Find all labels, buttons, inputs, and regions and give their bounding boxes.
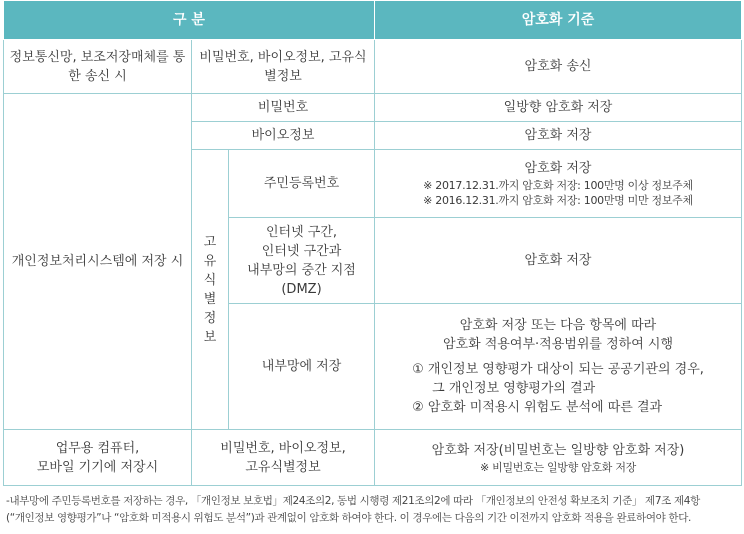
unique-id-char: 정 bbox=[203, 310, 217, 326]
standard-main: 암호화 저장 bbox=[524, 161, 592, 176]
data-type-cell: 바이오정보 bbox=[192, 122, 375, 150]
category-cell bbox=[4, 430, 192, 486]
sub-type-cell: 내부망에 저장 bbox=[229, 304, 375, 430]
standard-note: ※ 2017.12.31.까지 암호화 저장: 100만명 이상 정보주체 bbox=[423, 179, 693, 192]
sub-type-line: 인터넷 구간과 bbox=[261, 243, 342, 259]
encryption-standards-table bbox=[3, 0, 742, 486]
table-row bbox=[4, 430, 742, 486]
unique-id-char: 식 bbox=[203, 272, 217, 288]
standard-items bbox=[412, 360, 704, 417]
standard-cell bbox=[375, 304, 742, 430]
sub-type-line: 인터넷 구간, bbox=[265, 224, 338, 240]
unique-id-char: 유 bbox=[203, 253, 217, 269]
unique-id-char: 고 bbox=[203, 234, 217, 250]
standard-line: 암호화 저장 또는 다음 항목에 따라 bbox=[459, 318, 657, 333]
footnote-line: -내부망에 주민등록번호를 저장하는 경우, 「개인정보 보호법」제24조의2, 동법 시행령 제21조의2에 따라 「개인정보의 안전성 확보조치 기준」 제7조 제4항 bbox=[6, 495, 700, 507]
footnote-line: (“개인정보 영향평가”나 “암호화 미적용시 위험도 분석”)과 관계없이 암호화 하여야 한다. 이 경우에는 다음의 기간 이전까지 암호화 적용을 완료하여야 한다. bbox=[6, 512, 691, 524]
data-type-cell: 비밀번호, 바이오정보, 고유식별정보 bbox=[192, 40, 375, 94]
standard-cell: 암호화 저장 bbox=[375, 122, 742, 150]
standard-note: ※ 비밀번호는 일방향 암호화 저장 bbox=[480, 460, 636, 474]
standard-cell: 암호화 송신 bbox=[375, 40, 742, 94]
header-standard: 암호화 기준 bbox=[375, 1, 742, 40]
standard-item: 그 개인정보 영향평가의 결과 bbox=[432, 381, 596, 396]
unique-id-vertical-label bbox=[196, 233, 224, 347]
standard-main: 암호화 저장(비밀번호는 일방향 암호화 저장) bbox=[431, 442, 685, 458]
standard-cell bbox=[375, 150, 742, 218]
footnote bbox=[6, 493, 742, 527]
sub-type-cell bbox=[229, 218, 375, 304]
unique-id-char: 별 bbox=[203, 291, 217, 307]
unique-id-label-cell bbox=[192, 150, 229, 430]
unique-id-char: 보 bbox=[203, 329, 217, 345]
standard-line: 암호화 적용여부·적용범위를 정하여 시행 bbox=[443, 337, 674, 352]
standard-item: ① 개인정보 영향평가 대상이 되는 공공기관의 경우, bbox=[412, 362, 704, 377]
table-row bbox=[4, 40, 742, 94]
sub-type-cell: 주민등록번호 bbox=[229, 150, 375, 218]
standard-cell bbox=[375, 430, 742, 486]
category-line: 업무용 컴퓨터, bbox=[55, 440, 140, 456]
standard-note: ※ 2016.12.31.까지 암호화 저장: 100만명 미만 정보주체 bbox=[423, 194, 693, 207]
header-category: 구 분 bbox=[4, 1, 375, 40]
category-line: 모바일 기기에 저장시 bbox=[36, 459, 159, 475]
table-header-row bbox=[4, 1, 742, 40]
data-type-line: 고유식별정보 bbox=[245, 459, 321, 475]
data-type-cell bbox=[192, 430, 375, 486]
category-cell: 정보통신망, 보조저장매체를 통한 송신 시 bbox=[4, 40, 192, 94]
standard-cell: 암호화 저장 bbox=[375, 218, 742, 304]
category-cell: 개인정보처리시스템에 저장 시 bbox=[4, 94, 192, 430]
data-type-cell: 비밀번호 bbox=[192, 94, 375, 122]
sub-type-line: (DMZ) bbox=[281, 281, 322, 297]
table-row bbox=[4, 94, 742, 122]
data-type-line: 비밀번호, 바이오정보, bbox=[220, 440, 346, 456]
sub-type-line: 내부망의 중간 지점 bbox=[247, 262, 356, 278]
standard-cell: 일방향 암호화 저장 bbox=[375, 94, 742, 122]
standard-item: ② 암호화 미적용시 위험도 분석에 따른 결과 bbox=[412, 400, 663, 415]
